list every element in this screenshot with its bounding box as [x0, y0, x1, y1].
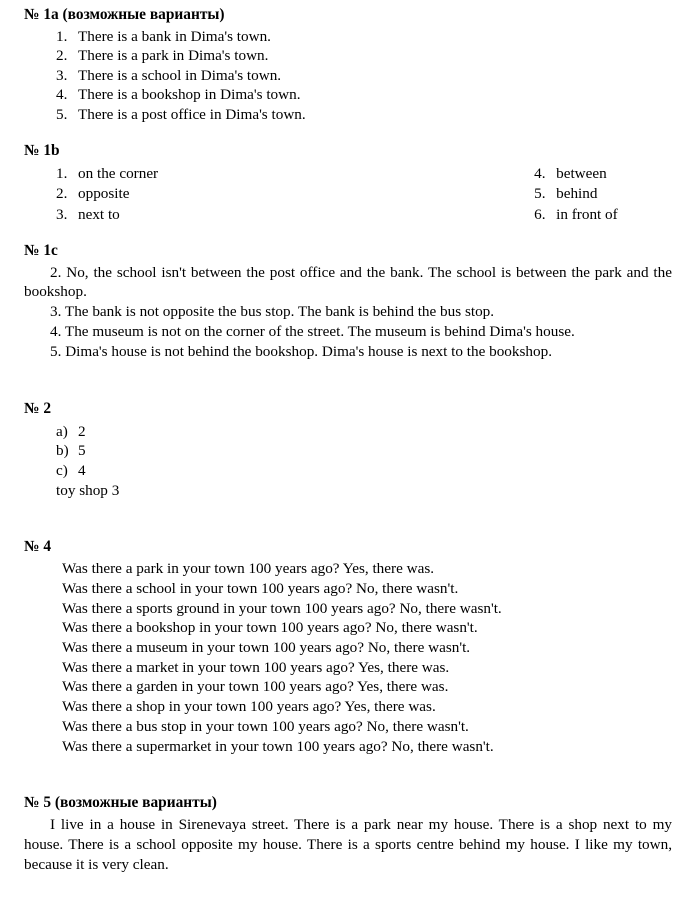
list-item-text: There is a post office in Dima's town. [78, 105, 306, 123]
list-item: Was there a bookshop in your town 100 years ago? No, there wasn't. [62, 619, 478, 637]
section-4 [0, 538, 700, 757]
list-item-number: 1. [56, 27, 68, 45]
section-1c-paragraphs [0, 263, 700, 362]
paragraph: 4. The museum is not on the corner of the street. The museum is behind Dima's house. [50, 323, 575, 341]
section-2-heading: № 2 [24, 399, 52, 417]
list-item-label: a) [56, 422, 68, 440]
paragraph: 5. Dima's house is not behind the bookshop. Dima's house is next to the bookshop. [50, 342, 552, 360]
section-1a-list [0, 27, 700, 125]
list-item [0, 27, 700, 47]
list-item-number: 1. [56, 165, 68, 183]
list-item: Was there a sports ground in your town 100 years ago? No, there wasn't. [62, 599, 502, 617]
list-item: Was there a bus stop in your town 100 years ago? No, there wasn't. [62, 717, 469, 735]
list-item-extra [0, 481, 700, 501]
section-1b-column-left [0, 164, 158, 225]
list-item-value: 4 [78, 462, 86, 480]
list-item [0, 66, 700, 86]
list-item-number: 6. [534, 205, 546, 223]
section-4-list [0, 559, 700, 756]
paragraph: 2. No, the school isn't between the post office and the bank. The school is between the park and the bookshop. [24, 263, 672, 301]
list-item [0, 105, 700, 125]
list-item: Was there a supermarket in your town 100 years ago? No, there wasn't. [62, 737, 494, 755]
list-item-number: 2. [56, 47, 68, 65]
section-5-paragraphs [0, 815, 700, 874]
list-item-text: There is a park in Dima's town. [78, 47, 269, 65]
list-item [158, 184, 618, 204]
list-item [0, 164, 158, 184]
list-item-label: b) [56, 442, 69, 460]
list-item-label: c) [56, 462, 68, 480]
list-item: Was there a school in your town 100 years ago? No, there wasn't. [62, 580, 459, 598]
section-1b-list [0, 164, 700, 225]
list-item [0, 85, 700, 105]
section-1a [0, 6, 700, 124]
section-5-heading: № 5 (возможные варианты) [24, 794, 217, 812]
list-item: Was there a garden in your town 100 years ago? Yes, there was. [62, 678, 449, 696]
list-item-number: 3. [56, 205, 68, 223]
list-item-text: in front of [556, 205, 618, 223]
list-item-number: 5. [534, 185, 546, 203]
list-item-text: opposite [78, 185, 130, 203]
list-item-text: between [556, 165, 607, 183]
paragraph: 3. The bank is not opposite the bus stop. The bank is behind the bus stop. [50, 303, 495, 321]
list-item-value: 2 [78, 422, 86, 440]
list-item: Was there a park in your town 100 years ago? Yes, there was. [62, 560, 435, 578]
list-item: Was there a market in your town 100 years ago? Yes, there was. [62, 658, 450, 676]
section-1b [0, 142, 700, 224]
list-item [0, 461, 700, 481]
list-item-text: on the corner [78, 165, 159, 183]
list-item-number: 3. [56, 66, 68, 84]
list-item-text: behind [556, 185, 598, 203]
section-1a-heading: № 1a (возможные варианты) [24, 6, 225, 23]
list-item [0, 184, 158, 204]
section-2 [0, 400, 700, 501]
list-item-number: 4. [56, 86, 68, 104]
section-1c-heading: № 1c [24, 241, 58, 259]
section-1c [0, 242, 700, 362]
paragraph: I live in a house in Sirenevaya street. There is a park near my house. There is a shop next to my house. There is a school opposite my house. There is a sports centre behind my house. I like my town, because it is very clean. [24, 816, 672, 873]
list-item-text: next to [78, 205, 120, 223]
list-item [158, 205, 618, 225]
list-item [0, 46, 700, 66]
list-item-number: 5. [56, 105, 68, 123]
list-item: Was there a shop in your town 100 years ago? Yes, there was. [62, 698, 436, 716]
list-item [0, 441, 700, 461]
list-item-value: 5 [78, 442, 86, 460]
list-item-number: 4. [534, 165, 546, 183]
list-item-text: There is a bank in Dima's town. [78, 27, 271, 45]
list-item: Was there a museum in your town 100 years ago? No, there wasn't. [62, 639, 471, 657]
section-2-list [0, 422, 700, 501]
list-item [0, 205, 158, 225]
list-item [158, 164, 618, 184]
section-1b-column-right [158, 164, 618, 225]
list-item-text: There is a school in Dima's town. [78, 66, 282, 84]
list-item-text: There is a bookshop in Dima's town. [78, 86, 301, 104]
extra-line-text: toy shop 3 [56, 481, 120, 499]
section-1b-heading: № 1b [24, 142, 60, 160]
list-item-number: 2. [56, 185, 68, 203]
list-item [0, 422, 700, 442]
section-4-heading: № 4 [24, 537, 52, 555]
section-5 [0, 794, 700, 874]
